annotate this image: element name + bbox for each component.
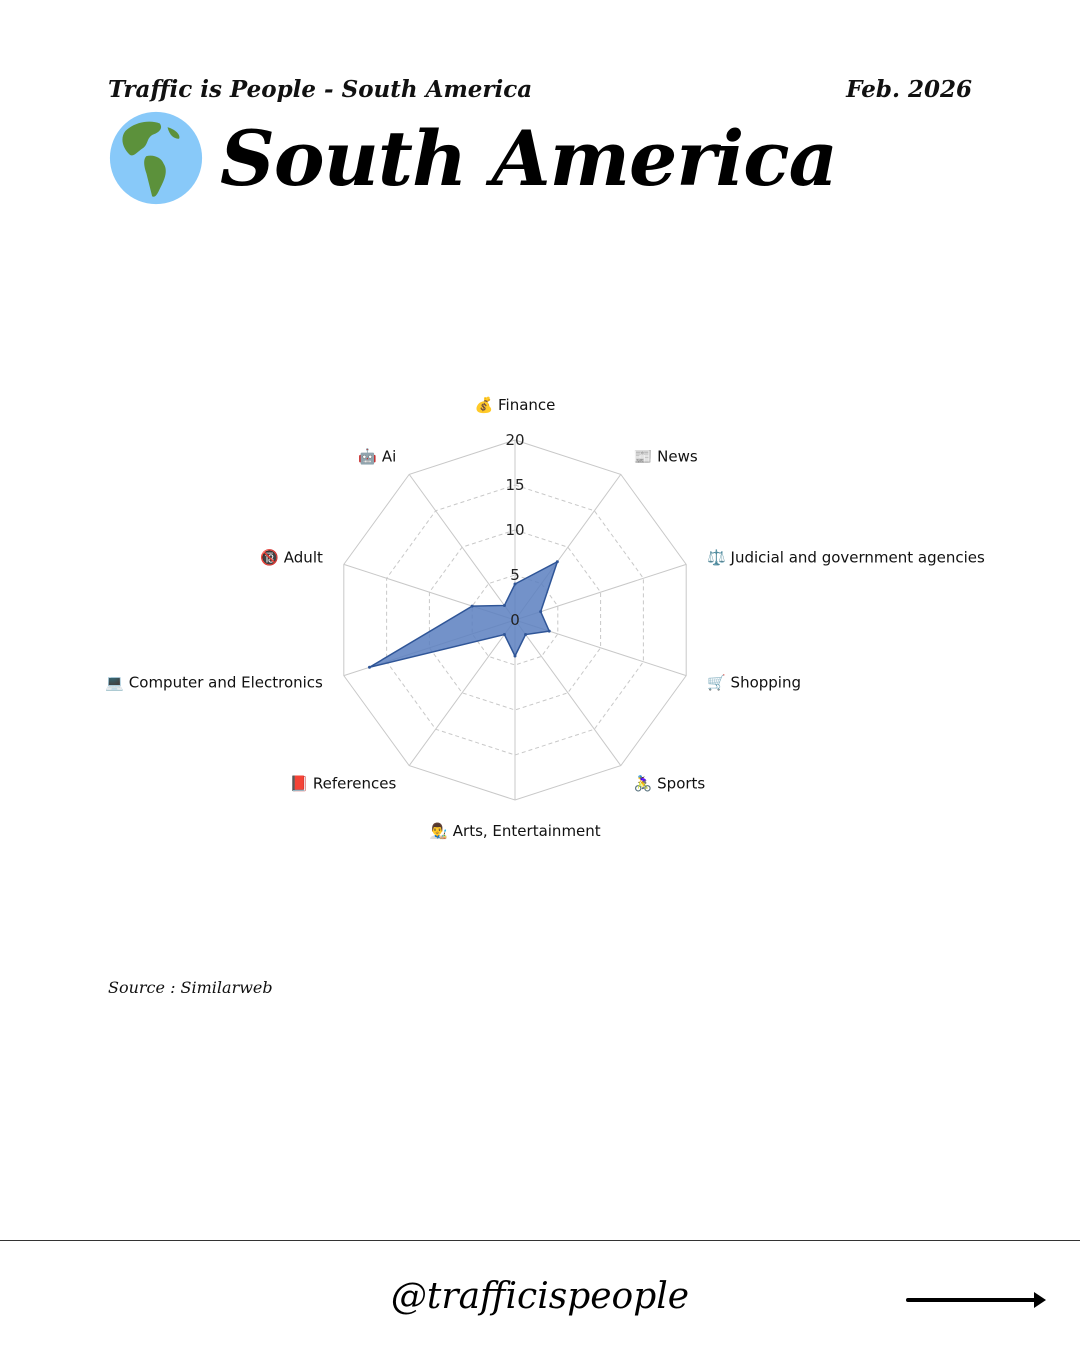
header	[108, 76, 972, 103]
category-label: 📰 News	[633, 447, 698, 466]
tick-label: 10	[505, 521, 525, 539]
grid-spoke	[409, 474, 515, 620]
category-label: 💻 Computer and Electronics	[105, 673, 323, 692]
source-label: Source : Similarweb	[108, 978, 273, 997]
tick-label: 15	[505, 476, 525, 494]
tick-label: 0	[510, 611, 520, 629]
series-area	[369, 562, 557, 668]
data-point	[556, 560, 559, 563]
data-point	[514, 655, 517, 658]
page-title: South America	[220, 113, 837, 203]
category-label: 💰 Finance	[474, 396, 556, 414]
data-point	[503, 604, 506, 607]
globe-americas-icon	[108, 110, 204, 206]
category-label: 👨‍🎨 Arts, Entertainment	[429, 822, 601, 840]
arrow-right-icon[interactable]	[906, 1289, 1048, 1311]
series-title: Traffic is People - South America	[108, 76, 533, 103]
category-label: ⚖️ Judicial and government agencies	[707, 548, 985, 567]
category-label: 🤖 Ai	[358, 447, 397, 466]
category-label: 🚴‍♀️ Sports	[633, 774, 706, 793]
category-label: 🛒 Shopping	[707, 673, 802, 692]
data-point	[368, 666, 371, 669]
data-point	[503, 633, 506, 636]
social-handle: @trafficispeople	[390, 1276, 690, 1317]
footer-divider	[0, 1240, 1080, 1241]
title-row	[108, 110, 837, 206]
tick-label: 20	[505, 431, 525, 449]
tick-label: 5	[510, 566, 520, 584]
category-label: 📕 References	[289, 774, 397, 793]
data-point	[524, 633, 527, 636]
data-point	[548, 630, 551, 633]
grid-spoke	[515, 620, 621, 766]
date-label: Feb. 2026	[846, 76, 972, 103]
data-point	[471, 605, 474, 608]
radar-chart	[0, 390, 1080, 850]
data-point	[539, 610, 542, 613]
category-label: 🔞 Adult	[260, 548, 323, 567]
